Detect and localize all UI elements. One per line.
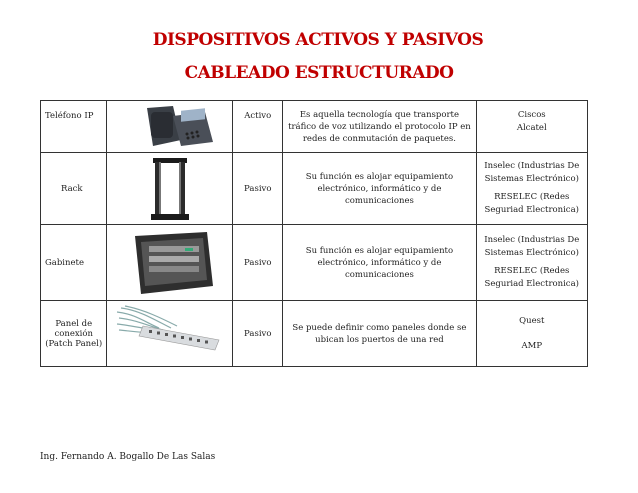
device-name: Gabinete bbox=[41, 225, 107, 301]
device-vendors bbox=[476, 301, 587, 367]
device-name: Teléfono IP bbox=[41, 101, 107, 153]
footer-author: Ing. Fernando A. Bogallo De Las Salas bbox=[40, 452, 216, 462]
device-vendors bbox=[476, 153, 587, 225]
device-vendors bbox=[476, 225, 587, 301]
device-image-cell bbox=[107, 301, 233, 367]
device-name: Panel de conexión (Patch Panel) bbox=[41, 301, 107, 367]
device-type: Pasivo bbox=[233, 301, 283, 367]
ip-phone-image bbox=[131, 104, 241, 150]
table-row bbox=[41, 301, 588, 367]
rack-image bbox=[115, 156, 225, 222]
vendor-item: Quest bbox=[519, 315, 545, 326]
devices-table bbox=[40, 100, 588, 367]
table-row bbox=[41, 101, 588, 153]
vendor-item: AMP bbox=[521, 340, 543, 351]
vendor-item: RESELEC (Redes Seguriad Electronica) bbox=[484, 192, 579, 215]
device-type: Pasivo bbox=[233, 153, 283, 225]
document-title: DISPOSITIVOS ACTIVOS Y PASIVOS bbox=[152, 30, 484, 50]
device-name: Rack bbox=[41, 153, 107, 225]
vendor-item: Alcatel bbox=[516, 123, 547, 133]
vendor-item: RESELEC (Redes Seguriad Electronica) bbox=[484, 266, 579, 289]
vendor-item: Inselec (Industrias De Sistemas Electrónico) bbox=[484, 235, 580, 258]
device-description: Se puede definir como paneles donde se ubican los puertos de una red bbox=[283, 301, 476, 367]
device-image-cell bbox=[107, 101, 233, 153]
device-description: Es aquella tecnología que transporte tráfico de voz utilizando el protocolo IP en redes de conmutación de paquetes. bbox=[283, 101, 476, 153]
device-description: Su función es alojar equipamiento electrónico, informático y de comunicaciones bbox=[283, 225, 476, 301]
device-type: Pasivo bbox=[233, 225, 283, 301]
device-vendors bbox=[476, 101, 587, 153]
table-row bbox=[41, 225, 588, 301]
device-image-cell bbox=[107, 153, 233, 225]
vendor-item: Ciscos bbox=[517, 110, 546, 120]
device-image-cell bbox=[107, 225, 233, 301]
device-description: Su función es alojar equipamiento electrónico, informático y de comunicaciones bbox=[283, 153, 476, 225]
vendor-item: Inselec (Industrias De Sistemas Electrónico) bbox=[484, 161, 580, 184]
table-row bbox=[41, 153, 588, 225]
device-type: Activo bbox=[233, 101, 283, 153]
document-subtitle: CABLEADO ESTRUCTURADO bbox=[184, 63, 454, 83]
cabinet-image bbox=[115, 228, 225, 298]
patch-panel-image bbox=[115, 304, 225, 364]
